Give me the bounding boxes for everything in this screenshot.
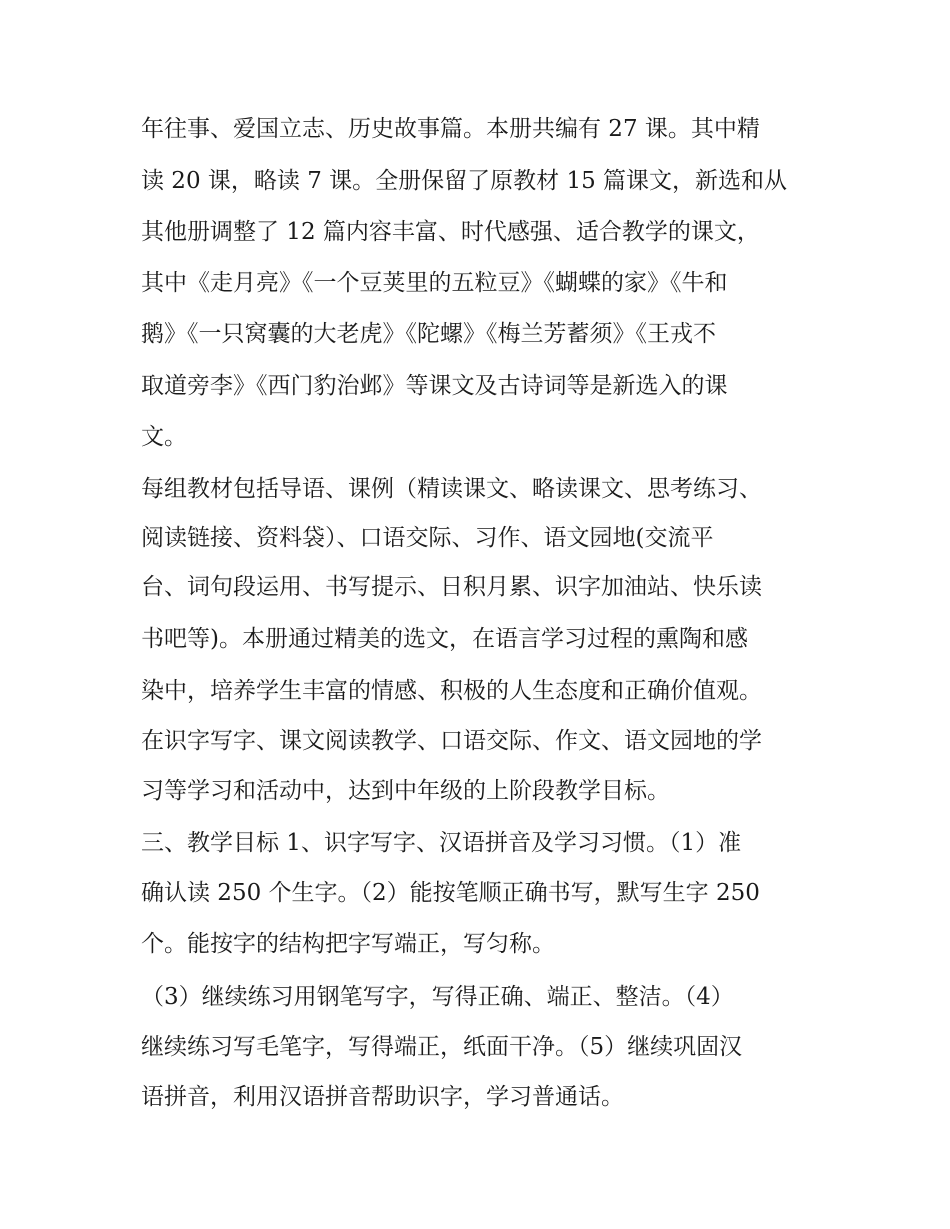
text-line: 每组教材包括导语、课例（精读课文、略读课文、思考练习、 [141,476,762,502]
text-line: 继续练习写毛笔字，写得端正，纸面干净。（5）继续巩固汉 [141,1034,743,1060]
text-line: 习等学习和活动中，达到中年级的上阶段教学目标。 [141,778,670,804]
text-line: （3）继续练习用钢笔写字，写得正确、端正、整洁。（4） [141,984,734,1010]
text-line: 在识字写字、课文阅读教学、口语交际、作文、语文园地的学 [141,728,762,754]
text-line: 台、词句段运用、书写提示、日积月累、识字加油站、快乐读 [141,574,762,600]
text-line: 读 20 课，略读 7 课。全册保留了原教材 15 篇课文，新选和从 [141,168,788,194]
text-line: 染中，培养学生丰富的情感、积极的人生态度和正确价值观。 [141,678,762,704]
text-line: 确认读 250 个生字。（2）能按笔顺正确书写，默写生字 250 [141,880,760,906]
text-line: 其他册调整了 12 篇内容丰富、时代感强、适合教学的课文， [141,219,760,245]
text-line: 年往事、爱国立志、历史故事篇。本册共编有 27 课。其中精 [141,116,760,142]
text-line: 个。能按字的结构把字写端正，写匀称。 [141,931,555,957]
text-line: 三、教学目标 1、识字写字、汉语拼音及学习习惯。（1）准 [141,830,742,856]
text-line: 阅读链接、资料袋）、口语交际、习作、语文园地(交流平 [141,525,714,551]
text-line: 书吧等)。本册通过精美的选文，在语言学习过程的熏陶和感 [141,626,748,652]
text-line: 其中《走月亮》《一个豆荚里的五粒豆》《蝴蝶的家》《牛和 [141,270,728,296]
text-line: 取道旁李》《西门豹治邺》等课文及古诗词等是新选入的课 [141,373,728,399]
text-line: 文。 [141,424,187,450]
text-line: 鹅》《一只窝囊的大老虎》《陀螺》《梅兰芳蓄须》《王戎不 [141,321,716,347]
text-line: 语拼音，利用汉语拼音帮助识字，学习普通话。 [141,1084,624,1110]
